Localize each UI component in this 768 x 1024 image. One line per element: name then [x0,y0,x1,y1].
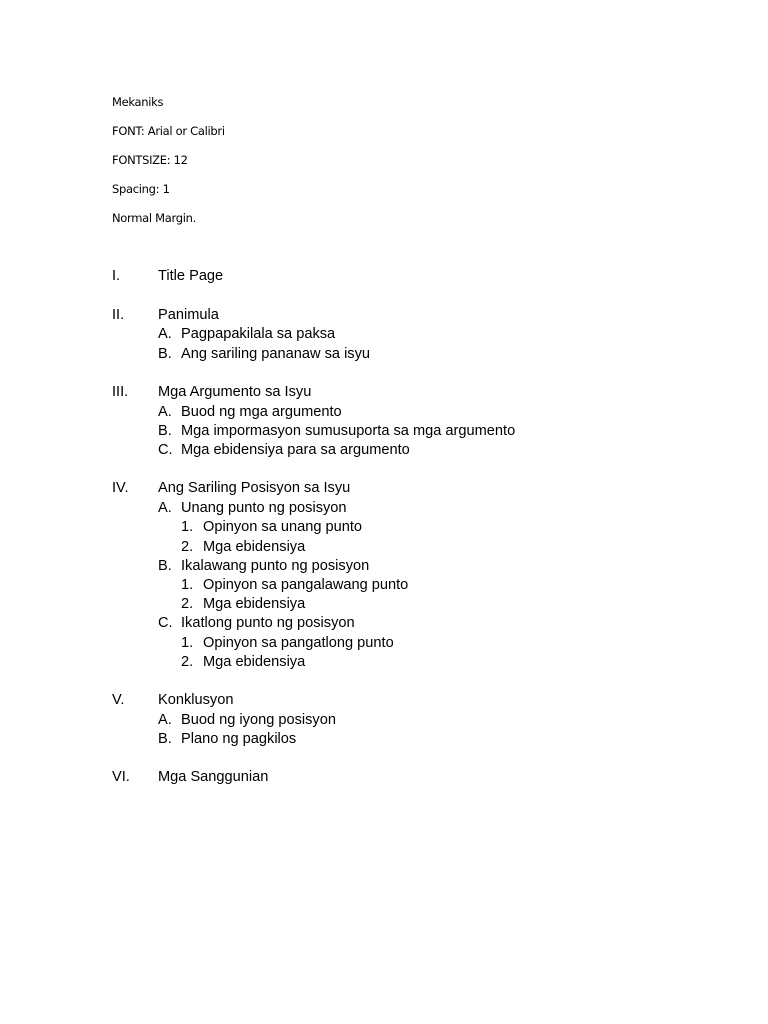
subsection-letter: C. [158,615,173,631]
item-text: Mga ebidensiya [203,596,306,612]
subsection-letter: B. [158,731,172,747]
item-text: Mga ebidensiya [203,654,306,670]
section-title: Title Page [158,268,224,284]
item-number: 2. [181,596,194,612]
subsection-text: Buod ng iyong posisyon [181,712,336,728]
section-title: Mga Sanggunian [158,769,269,785]
margin-requirement: Normal Margin. [112,211,196,225]
subsection-text: Ikalawang punto ng posisyon [181,558,370,574]
subsection-text: Mga ebidensiya para sa argumento [181,442,410,458]
item-number: 1. [181,519,194,535]
doc-heading: Mekaniks [112,95,164,109]
font-size-requirement: FONTSIZE: 12 [112,153,188,167]
section-numeral: IV. [112,480,129,496]
spacing-requirement: Spacing: 1 [112,182,170,196]
subsection-letter: B. [158,558,172,574]
section-title: Panimula [158,307,219,323]
subsection-text: Plano ng pagkilos [181,731,297,747]
item-text: Opinyon sa unang punto [203,519,363,535]
section-numeral: II. [112,307,125,323]
subsection-letter: B. [158,423,172,439]
section-numeral: III. [112,384,129,400]
subsection-text: Unang punto ng posisyon [181,500,347,516]
section-title: Mga Argumento sa Isyu [158,384,312,400]
item-text: Opinyon sa pangatlong punto [203,635,394,651]
section-title: Ang Sariling Posisyon sa Isyu [158,480,351,496]
font-requirement: FONT: Arial or Calibri [112,124,225,138]
item-number: 2. [181,654,194,670]
subsection-letter: C. [158,442,173,458]
item-text: Mga ebidensiya [203,539,306,555]
item-text: Opinyon sa pangalawang punto [203,577,409,593]
section-numeral: V. [112,692,125,708]
subsection-letter: A. [158,404,172,420]
subsection-letter: A. [158,712,172,728]
section-title: Konklusyon [158,692,234,708]
section-numeral: I. [112,268,121,284]
section-numeral: VI. [112,769,130,785]
subsection-letter: A. [158,326,172,342]
subsection-letter: A. [158,500,172,516]
subsection-text: Pagpapakilala sa paksa [181,326,336,342]
item-number: 1. [181,635,194,651]
subsection-letter: B. [158,346,172,362]
subsection-text: Ang sariling pananaw sa isyu [181,346,371,362]
subsection-text: Buod ng mga argumento [181,404,342,420]
item-number: 2. [181,539,194,555]
subsection-text: Mga impormasyon sumusuporta sa mga argumento [181,423,516,439]
subsection-text: Ikatlong punto ng posisyon [181,615,355,631]
item-number: 1. [181,577,194,593]
